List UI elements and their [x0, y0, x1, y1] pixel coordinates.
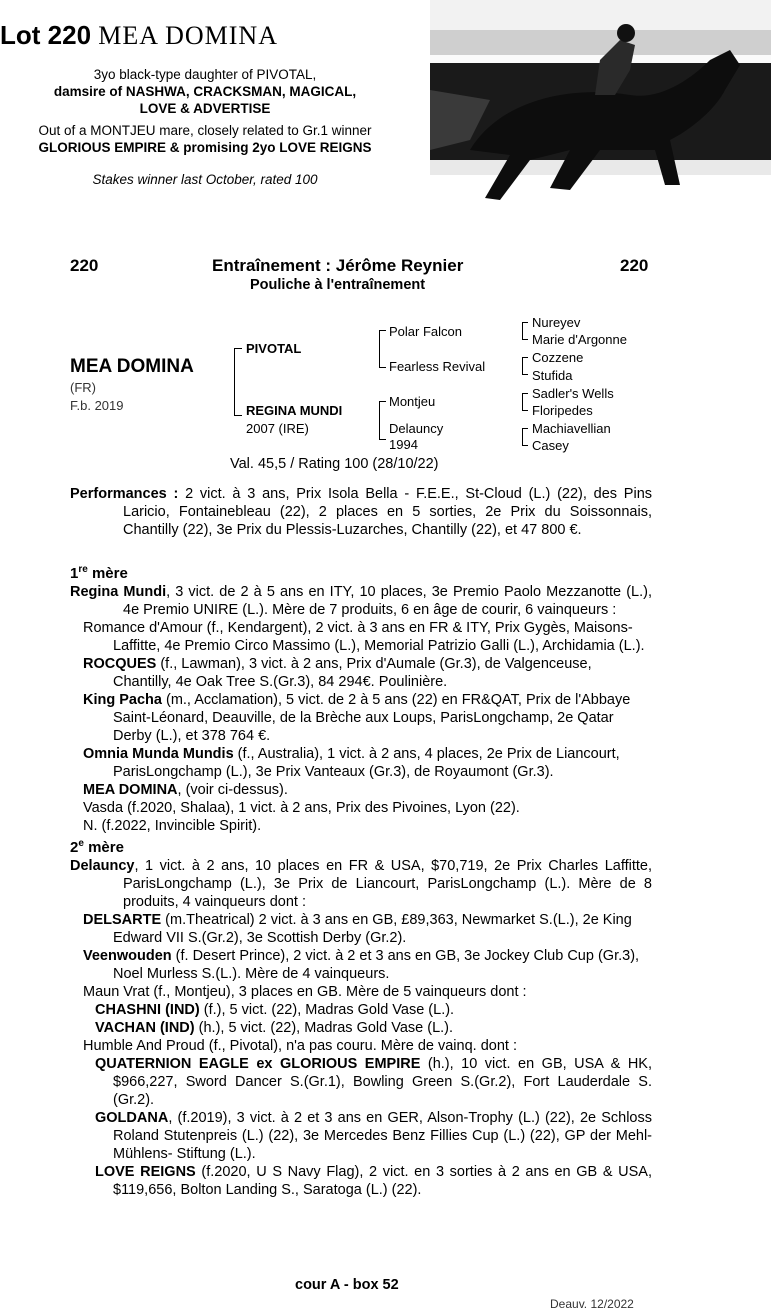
promo-line: Out of a MONTJEU mare, closely related to Gr.1 winner — [38, 123, 372, 138]
second-dam-heading-number: 2 — [70, 839, 79, 856]
pedigree-bracket — [522, 428, 528, 446]
lot-number-right: 220 — [620, 256, 649, 275]
pedigree-ancestor: Cozzene — [532, 350, 584, 365]
pedigree-granddam: Fearless Revival — [389, 359, 486, 374]
lot-horse-name: MEA DOMINA — [98, 21, 278, 50]
first-dam-entry — [70, 583, 652, 619]
produce-name: DELSARTE — [83, 912, 162, 928]
lot-number: Lot 220 — [0, 20, 92, 50]
pedigree-origin: (FR) — [70, 380, 96, 395]
produce-text: (f.2020, U S Navy Flag), 2 vict. en 3 sorties à 2 ans en GB & USA, $119,656, Bolton Landing S., Saratoga (L.) (22). — [113, 1164, 652, 1198]
produce-name: QUATERNION EAGLE ex GLORIOUS EMPIRE — [95, 1056, 421, 1072]
produce-entry — [83, 947, 652, 983]
performances-text: 2 vict. à 3 ans, Prix Isola Bella - F.E.E., St-Cloud (L.) (22), des Pins Laricio, Fontainebleau (22), 2 places en 5 sorties, 2e Prix du Soissonnais, Chantilly (22), 3e Prix du Plessis-Luzarches, Chantilly (22), et 47 800 €. — [123, 486, 653, 538]
valuation-rating: Val. 45,5 / Rating 100 (28/10/22) — [230, 456, 439, 472]
first-dam-heading-number: 1 — [70, 565, 79, 582]
produce-entry — [83, 911, 652, 947]
promo-text — [0, 66, 410, 188]
produce-entry — [95, 1001, 652, 1019]
produce-entry: Maun Vrat (f., Montjeu), 3 places en GB. Mère de 5 vainqueurs dont : — [83, 984, 527, 1000]
pedigree-bracket — [379, 330, 386, 368]
pedigree-granddam: Delauncy — [389, 421, 444, 436]
promo-line: LOVE & ADVERTISE — [139, 101, 271, 116]
pedigree-ancestor: Floripedes — [532, 403, 593, 418]
pedigree-bracket — [522, 357, 528, 375]
promo-line: 3yo black-type daughter of PIVOTAL, — [93, 67, 317, 82]
produce-text: (h.), 10 vict. en GB, USA & HK, $966,227, Sword Dancer S.(Gr.1), Bowling Green S.(Gr.2), Fort Lauderdale S.(Gr.2). — [113, 1056, 652, 1108]
second-dam-heading-sup: e — [78, 838, 84, 849]
pedigree-bracket — [522, 322, 528, 340]
produce-entry — [95, 1163, 652, 1199]
produce-name: Veenwouden — [83, 948, 172, 964]
produce-entry: Romance d'Amour (f., Kendargent), 2 vict. à 3 ans en FR & ITY, Prix Gygès, Maisons-Laffitte, 4e Premio Circo Massimo (L.), Memorial Patrizio Galli (L.), Archidamia (L.). — [83, 620, 645, 654]
produce-text: , (voir ci-dessus). — [177, 782, 288, 798]
produce-name: King Pacha — [83, 692, 162, 708]
produce-entry — [83, 781, 652, 799]
produce-name: VACHAN (IND) — [95, 1020, 195, 1036]
produce-entry: Humble And Proud (f., Pivotal), n'a pas couru. Mère de vainq. dont : — [83, 1038, 517, 1054]
pedigree-sire: PIVOTAL — [246, 341, 302, 356]
produce-text: (f.), 5 vict. (22), Madras Gold Vase (L.). — [199, 1002, 455, 1018]
pedigree-name: MEA DOMINA — [70, 356, 194, 377]
pedigree-ancestor: Sadler's Wells — [532, 386, 614, 401]
pedigree-bracket — [234, 348, 242, 416]
produce-text: , (f.2019), 3 vict. à 2 et 3 ans en GER, Alson-Trophy (L.) (22), 2e Schloss Roland Stutenpreis (L.) (22), 3e Mercedes Benz Fillies Cup (L.) (22), GP der Mehl-Mühlens- Stiftung (L.). — [113, 1110, 652, 1162]
second-dam-entry — [70, 857, 652, 911]
pedigree-bracket — [379, 401, 386, 440]
produce-name: Omnia Munda Mundis — [83, 746, 234, 762]
performances-label: Performances : — [70, 486, 179, 502]
catalogue-body — [70, 485, 652, 1199]
produce-text: (f., Australia), 1 vict. à 2 ans, 4 places, 2e Prix de Liancourt, ParisLongchamp (L.), 3e Prix Vanteaux (Gr.3), de Royaumont (Gr.3). — [113, 746, 620, 780]
second-dam-text: , 1 vict. à 2 ans, 10 places en FR & USA, $70,719, 2e Prix Charles Laffitte, ParisLongchamp (L.), 3e Prix de Liancourt, ParisLongchamp (L.). Mère de 8 produits, 4 vainqueurs dont : — [123, 858, 652, 910]
second-dam-name: Delauncy — [70, 858, 135, 874]
promo-line: GLORIOUS EMPIRE & promising 2yo LOVE REIGNS — [38, 140, 372, 155]
first-dam-heading — [70, 561, 652, 583]
sale-date: Deauv. 12/2022 — [550, 1297, 634, 1311]
first-dam-name: Regina Mundi — [70, 584, 167, 600]
pedigree-granddam-year: 1994 — [389, 437, 418, 452]
pedigree-ancestor: Machiavellian — [532, 421, 611, 436]
pedigree-ancestor: Marie d'Argonne — [532, 332, 627, 347]
trainer: Entraînement : Jérôme Reynier — [212, 256, 464, 275]
pedigree-sex-year: F.b. 2019 — [70, 398, 124, 413]
produce-name: GOLDANA — [95, 1110, 169, 1126]
lot-number-left: 220 — [70, 256, 99, 275]
pedigree-grandsire: Montjeu — [389, 394, 436, 409]
first-dam-text: , 3 vict. de 2 à 5 ans en ITY, 10 places, 3e Premio Paolo Mezzanotte (L.), 4e Premio UNIRE (L.). Mère de 7 produits, 6 en âge de courir, 6 vainqueurs : — [123, 584, 652, 618]
produce-entry — [83, 655, 652, 691]
pedigree-dam: REGINA MUNDI — [246, 403, 343, 418]
produce-text: (m., Acclamation), 5 vict. de 2 à 5 ans (22) en FR&QAT, Prix de l'Abbaye Saint-Léonard, Deauville, de la Brèche aux Loups, ParisLongchamp, 2e Qatar Derby (L.), et 378 764 €. — [113, 692, 631, 744]
second-dam-heading-text: mère — [83, 839, 124, 856]
box-location: cour A - box 52 — [295, 1277, 399, 1293]
produce-entry: Vasda (f.2020, Shalaa), 1 vict. à 2 ans, Prix des Pivoines, Lyon (22). — [83, 800, 520, 816]
horse-status: Pouliche à l'entraînement — [250, 277, 426, 293]
race-photo — [430, 0, 771, 228]
lot-title — [0, 20, 278, 51]
produce-text: (h.), 5 vict. (22), Madras Gold Vase (L.). — [194, 1020, 454, 1036]
pedigree-grandsire: Polar Falcon — [389, 324, 462, 339]
first-dam-heading-text: mère — [87, 565, 128, 582]
first-dam-heading-sup: re — [78, 564, 88, 575]
produce-text: (f., Lawman), 3 vict. à 2 ans, Prix d'Aumale (Gr.3), de Valgenceuse, Chantilly, 4e Oak Tree S.(Gr.3), 84 294€. Poulinière. — [113, 656, 592, 690]
performances — [70, 485, 652, 539]
produce-entry: N. (f.2022, Invincible Spirit). — [83, 818, 262, 834]
produce-entry — [83, 691, 652, 745]
promo-line: Stakes winner last October, rated 100 — [92, 172, 318, 187]
produce-name: MEA DOMINA — [83, 782, 178, 798]
produce-entry — [95, 1055, 652, 1109]
horse-photo-illustration — [430, 0, 771, 228]
produce-name: ROCQUES — [83, 656, 157, 672]
produce-name: CHASHNI (IND) — [95, 1002, 200, 1018]
pedigree-ancestor: Nureyev — [532, 315, 581, 330]
produce-text: (f. Desert Prince), 2 vict. à 2 et 3 ans en GB, 3e Jockey Club Cup (Gr.3), Noel Murless S.(L.). Mère de 4 vainqueurs. — [113, 948, 640, 982]
pedigree-ancestor: Casey — [532, 438, 569, 453]
produce-entry — [95, 1019, 652, 1037]
pedigree-ancestor: Stufida — [532, 368, 573, 383]
promo-line: damsire of NASHWA, CRACKSMAN, MAGICAL, — [53, 84, 357, 99]
produce-entry — [95, 1109, 652, 1163]
pedigree-dam-detail: 2007 (IRE) — [246, 421, 309, 436]
produce-entry — [83, 745, 652, 781]
produce-text: (m.Theatrical) 2 vict. à 3 ans en GB, £89,363, Newmarket S.(L.), 2e King Edward VII S.(Gr.2), 3e Scottish Derby (Gr.2). — [113, 912, 632, 946]
second-dam-heading — [70, 835, 652, 857]
pedigree-bracket — [522, 393, 528, 411]
produce-name: LOVE REIGNS — [95, 1164, 196, 1180]
